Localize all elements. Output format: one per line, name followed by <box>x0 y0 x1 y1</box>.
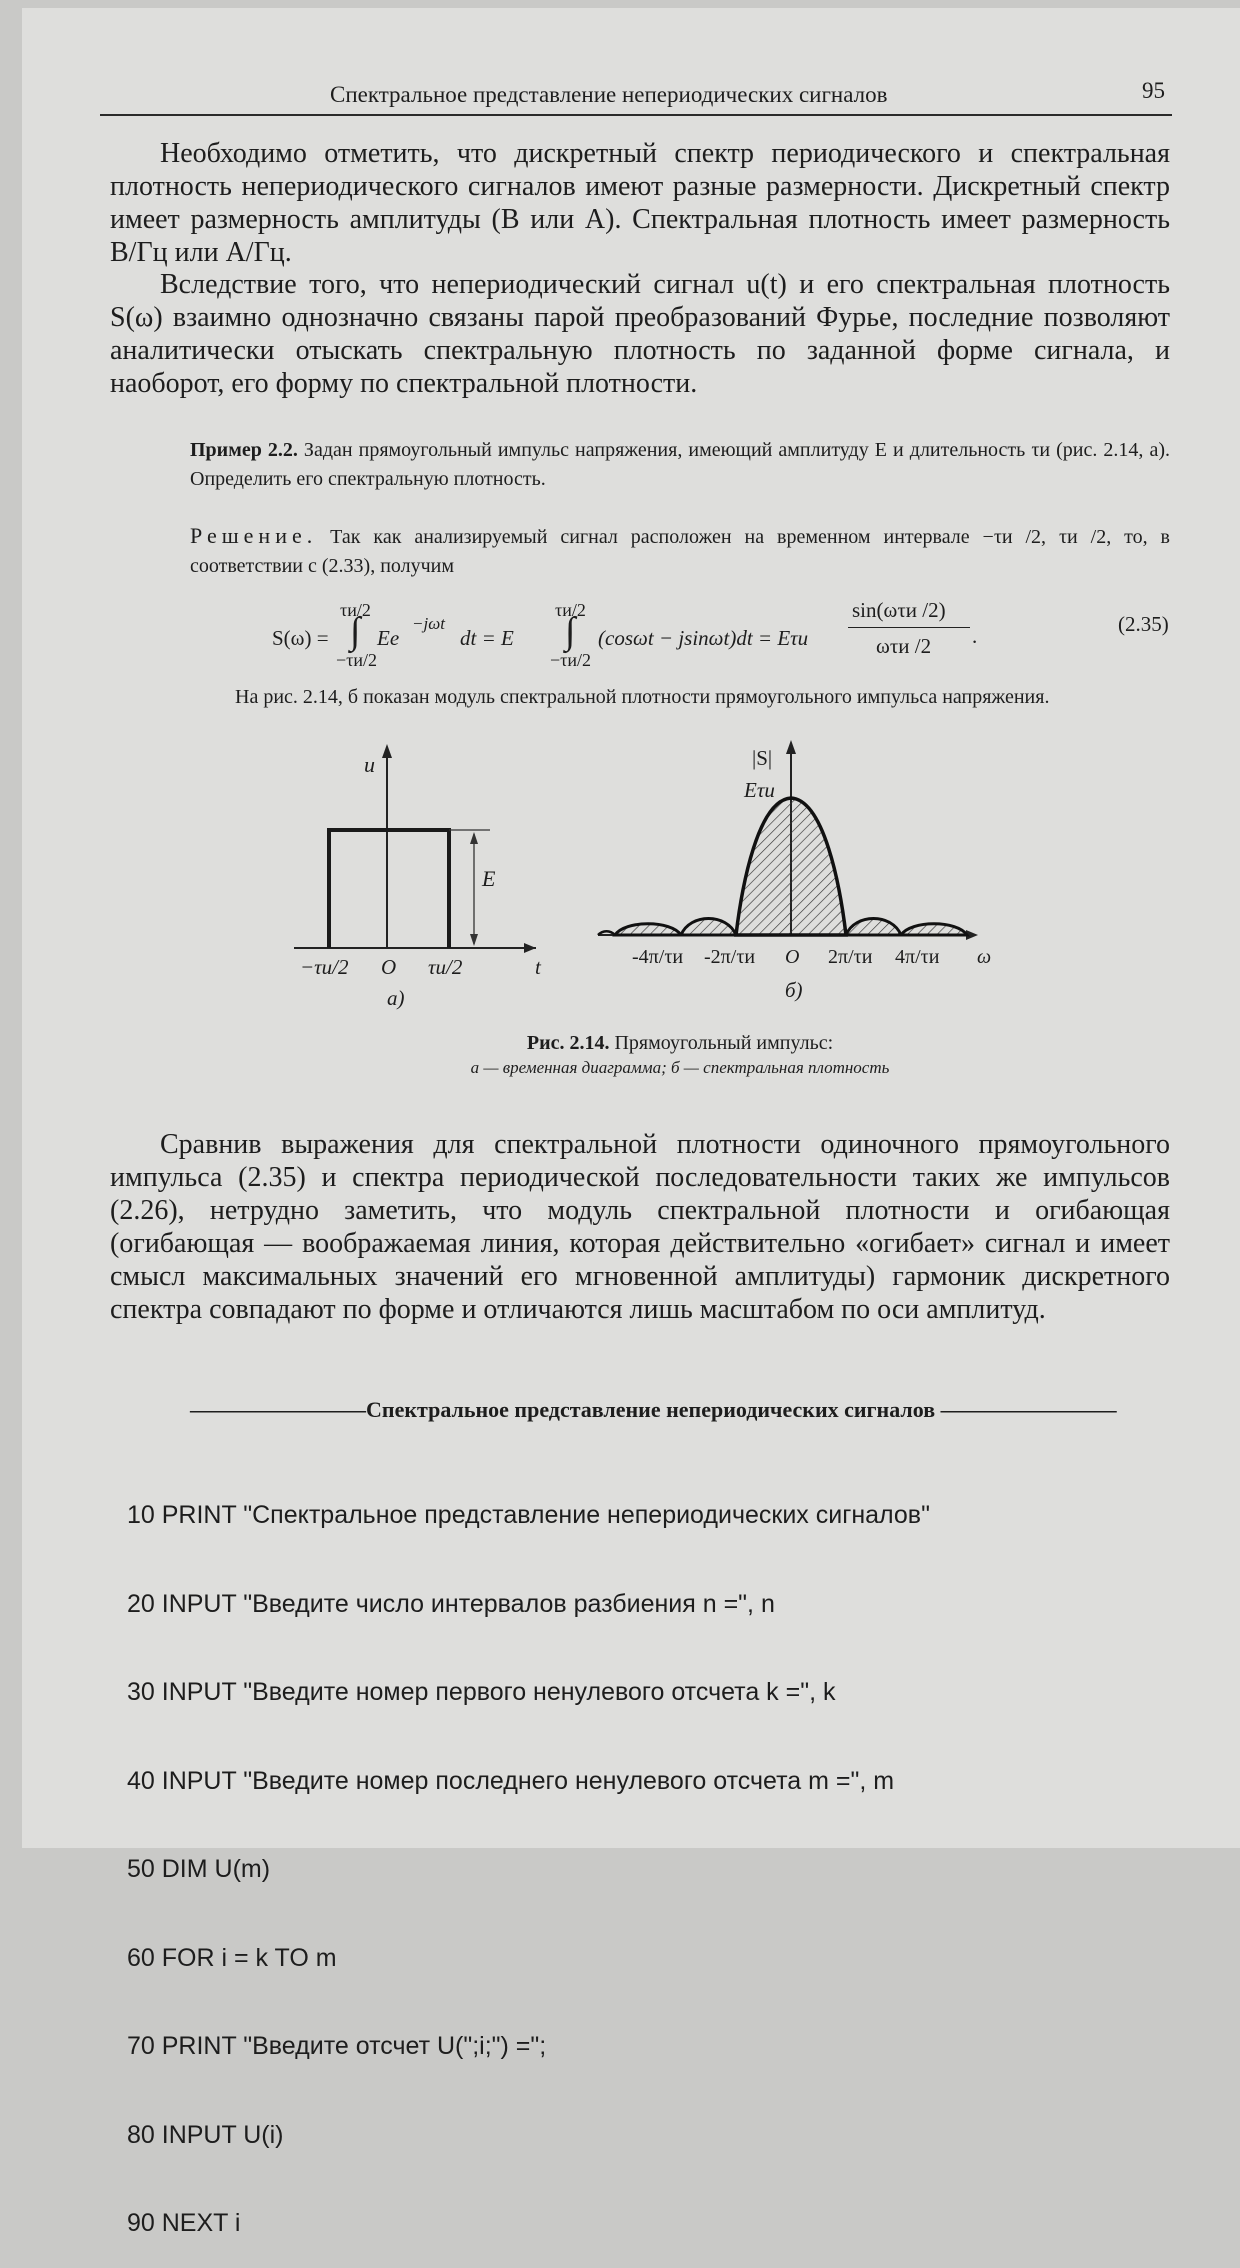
code-line: 60 FOR i = k TO m <box>127 1943 337 1972</box>
formula-number: (2.35) <box>1118 612 1169 636</box>
integral-2-lower: −τи/2 <box>550 650 592 670</box>
figure-caption-label: Рис. 2.14. <box>526 1032 610 1054</box>
integral-1-body: Ee <box>377 626 400 650</box>
integral-1-upper: τи/2 <box>340 600 371 620</box>
right-tick-neg-2pi: -2π/τи <box>704 946 756 968</box>
s-axis-label: |S| <box>752 746 773 770</box>
side-lobe-right-1 <box>846 919 901 936</box>
after-formula-text: На рис. 2.14, б показан модуль спектральной плотности прямоугольного импульса напряжения. <box>235 686 1050 708</box>
right-tick-2pi: 2π/τи <box>828 946 873 968</box>
code-line: 10 PRINT "Спектральное представление непериодических сигналов" <box>127 1501 930 1529</box>
amplitude-label: E <box>482 866 496 891</box>
s-axis-arrow <box>786 740 796 754</box>
integral-2-upper: τи/2 <box>555 600 586 620</box>
side-lobe-left-2 <box>615 924 681 935</box>
peak-label: Eτи <box>744 778 775 802</box>
running-header-title: Спектральное представление непериодических сигналов <box>330 82 888 107</box>
t-axis-arrow <box>524 943 536 953</box>
paragraph-3: Сравнив выражения для спектральной плотности одиночного прямоугольного импульса (2.35) и спектра периодической последовательности таких же импульсов (2.26), нетрудно заметить, что модуль спектральной плотности и огибающая (огибающая — воображаемая линия, которая действительно «огибает» сигнал и имеет смысл максимальных значений его мгновенной амплитуды) гармоник дискретного спектра совпадают по форме и отличаются лишь масштабом по оси амплитуд. <box>110 1129 1170 1325</box>
integral-2-sign: ∫ <box>565 610 576 652</box>
code-line: 50 DIM U(m) <box>127 1855 271 1883</box>
code-line: 40 INPUT "Введите номер последнего ненулевого отсчета m =", m <box>127 1766 895 1795</box>
left-tick-t: t <box>535 955 541 979</box>
program-separator: ————————Спектральное представление непериодических сигналов ———————— <box>190 1397 1117 1422</box>
figure-caption-text: Прямоугольный импульс: <box>614 1032 834 1054</box>
integral-1-dt: dt = E <box>460 626 514 650</box>
formula-lhs: S(ω) = <box>272 626 329 650</box>
left-tick-neg-half: −τи/2 <box>300 955 349 979</box>
figure-caption <box>190 1032 1170 1055</box>
amplitude-arrow-up <box>470 832 478 844</box>
code-line: 90 NEXT i <box>127 2209 241 2237</box>
right-tick-4pi: 4π/τи <box>895 946 940 968</box>
integral-1-lower: −τи/2 <box>336 650 378 670</box>
main-lobe <box>736 798 846 935</box>
code-line: 80 INPUT U(i) <box>127 2120 284 2149</box>
fraction-denominator: ωτи /2 <box>876 634 932 658</box>
subfigure-b: б) <box>785 978 803 1002</box>
example-label: Пример 2.2. <box>190 439 298 461</box>
left-tick-origin: O <box>381 955 397 979</box>
right-tick-origin: O <box>785 946 800 968</box>
u-axis-label: u <box>364 752 375 777</box>
side-lobe-right-2 <box>901 924 967 935</box>
right-tick-neg-4pi: -4π/τи <box>632 946 684 968</box>
integral-1-sign: ∫ <box>350 610 361 652</box>
time-diagram <box>294 744 536 953</box>
subfigure-a: а) <box>387 986 405 1010</box>
left-tick-pos-half: τи/2 <box>428 955 463 979</box>
figure-caption-sub: а — временная диаграмма; б — спектральная плотность <box>470 1058 890 1077</box>
code-line: 20 INPUT "Введите число интервалов разбиения n =", n <box>127 1589 775 1618</box>
code-line: 30 INPUT "Введите номер первого ненулевого отсчета k =", k <box>127 1678 836 1706</box>
code-line: 70 PRINT "Введите отсчет U(";i;") ="; <box>127 2032 547 2060</box>
right-tick-omega: ω <box>977 946 992 968</box>
rect-pulse <box>329 830 449 948</box>
paragraph-1: Необходимо отметить, что дискретный спектр периодического и спектральная плотность непериодического сигналов имеют разные размерности. Дискретный спектр имеет размерность амплитуды (В или А). Спектральная плотность имеет размерность В/Гц или А/Гц. <box>110 138 1170 268</box>
code-listing <box>127 1442 930 2268</box>
u-axis-arrow <box>382 744 392 758</box>
integral-1-exponent: −jωt <box>412 614 445 633</box>
solution-text: Так как анализируемый сигнал расположен на временном интервале −τи /2, τи /2, то, в соответствии с (2.33), получим <box>190 526 1170 577</box>
formula-period: . <box>972 624 978 648</box>
spectrum-diagram <box>598 740 978 940</box>
integral-2-body: (cosωt − jsinωt)dt = Eτи <box>598 626 809 650</box>
example-text: Задан прямоугольный импульс напряжения, имеющий амплитуду E и длительность τи (рис. 2.14, а). Определить его спектральную плотность. <box>190 439 1170 490</box>
fraction-numerator: sin(ωτи /2) <box>852 598 946 622</box>
side-lobe-left-1 <box>681 919 736 936</box>
amplitude-arrow-down <box>470 934 478 946</box>
paragraph-2: Вследствие того, что непериодический сигнал u(t) и его спектральная плотность S(ω) взаимно однозначно связаны парой преобразований Фурье, последние позволяют аналитически отыскать спектральную плотность по заданной форме сигнала, и наоборот, его форму по спектральной плотности. <box>110 269 1170 399</box>
page-number: 95 <box>1142 78 1165 103</box>
solution-label: Решение. <box>190 523 318 548</box>
